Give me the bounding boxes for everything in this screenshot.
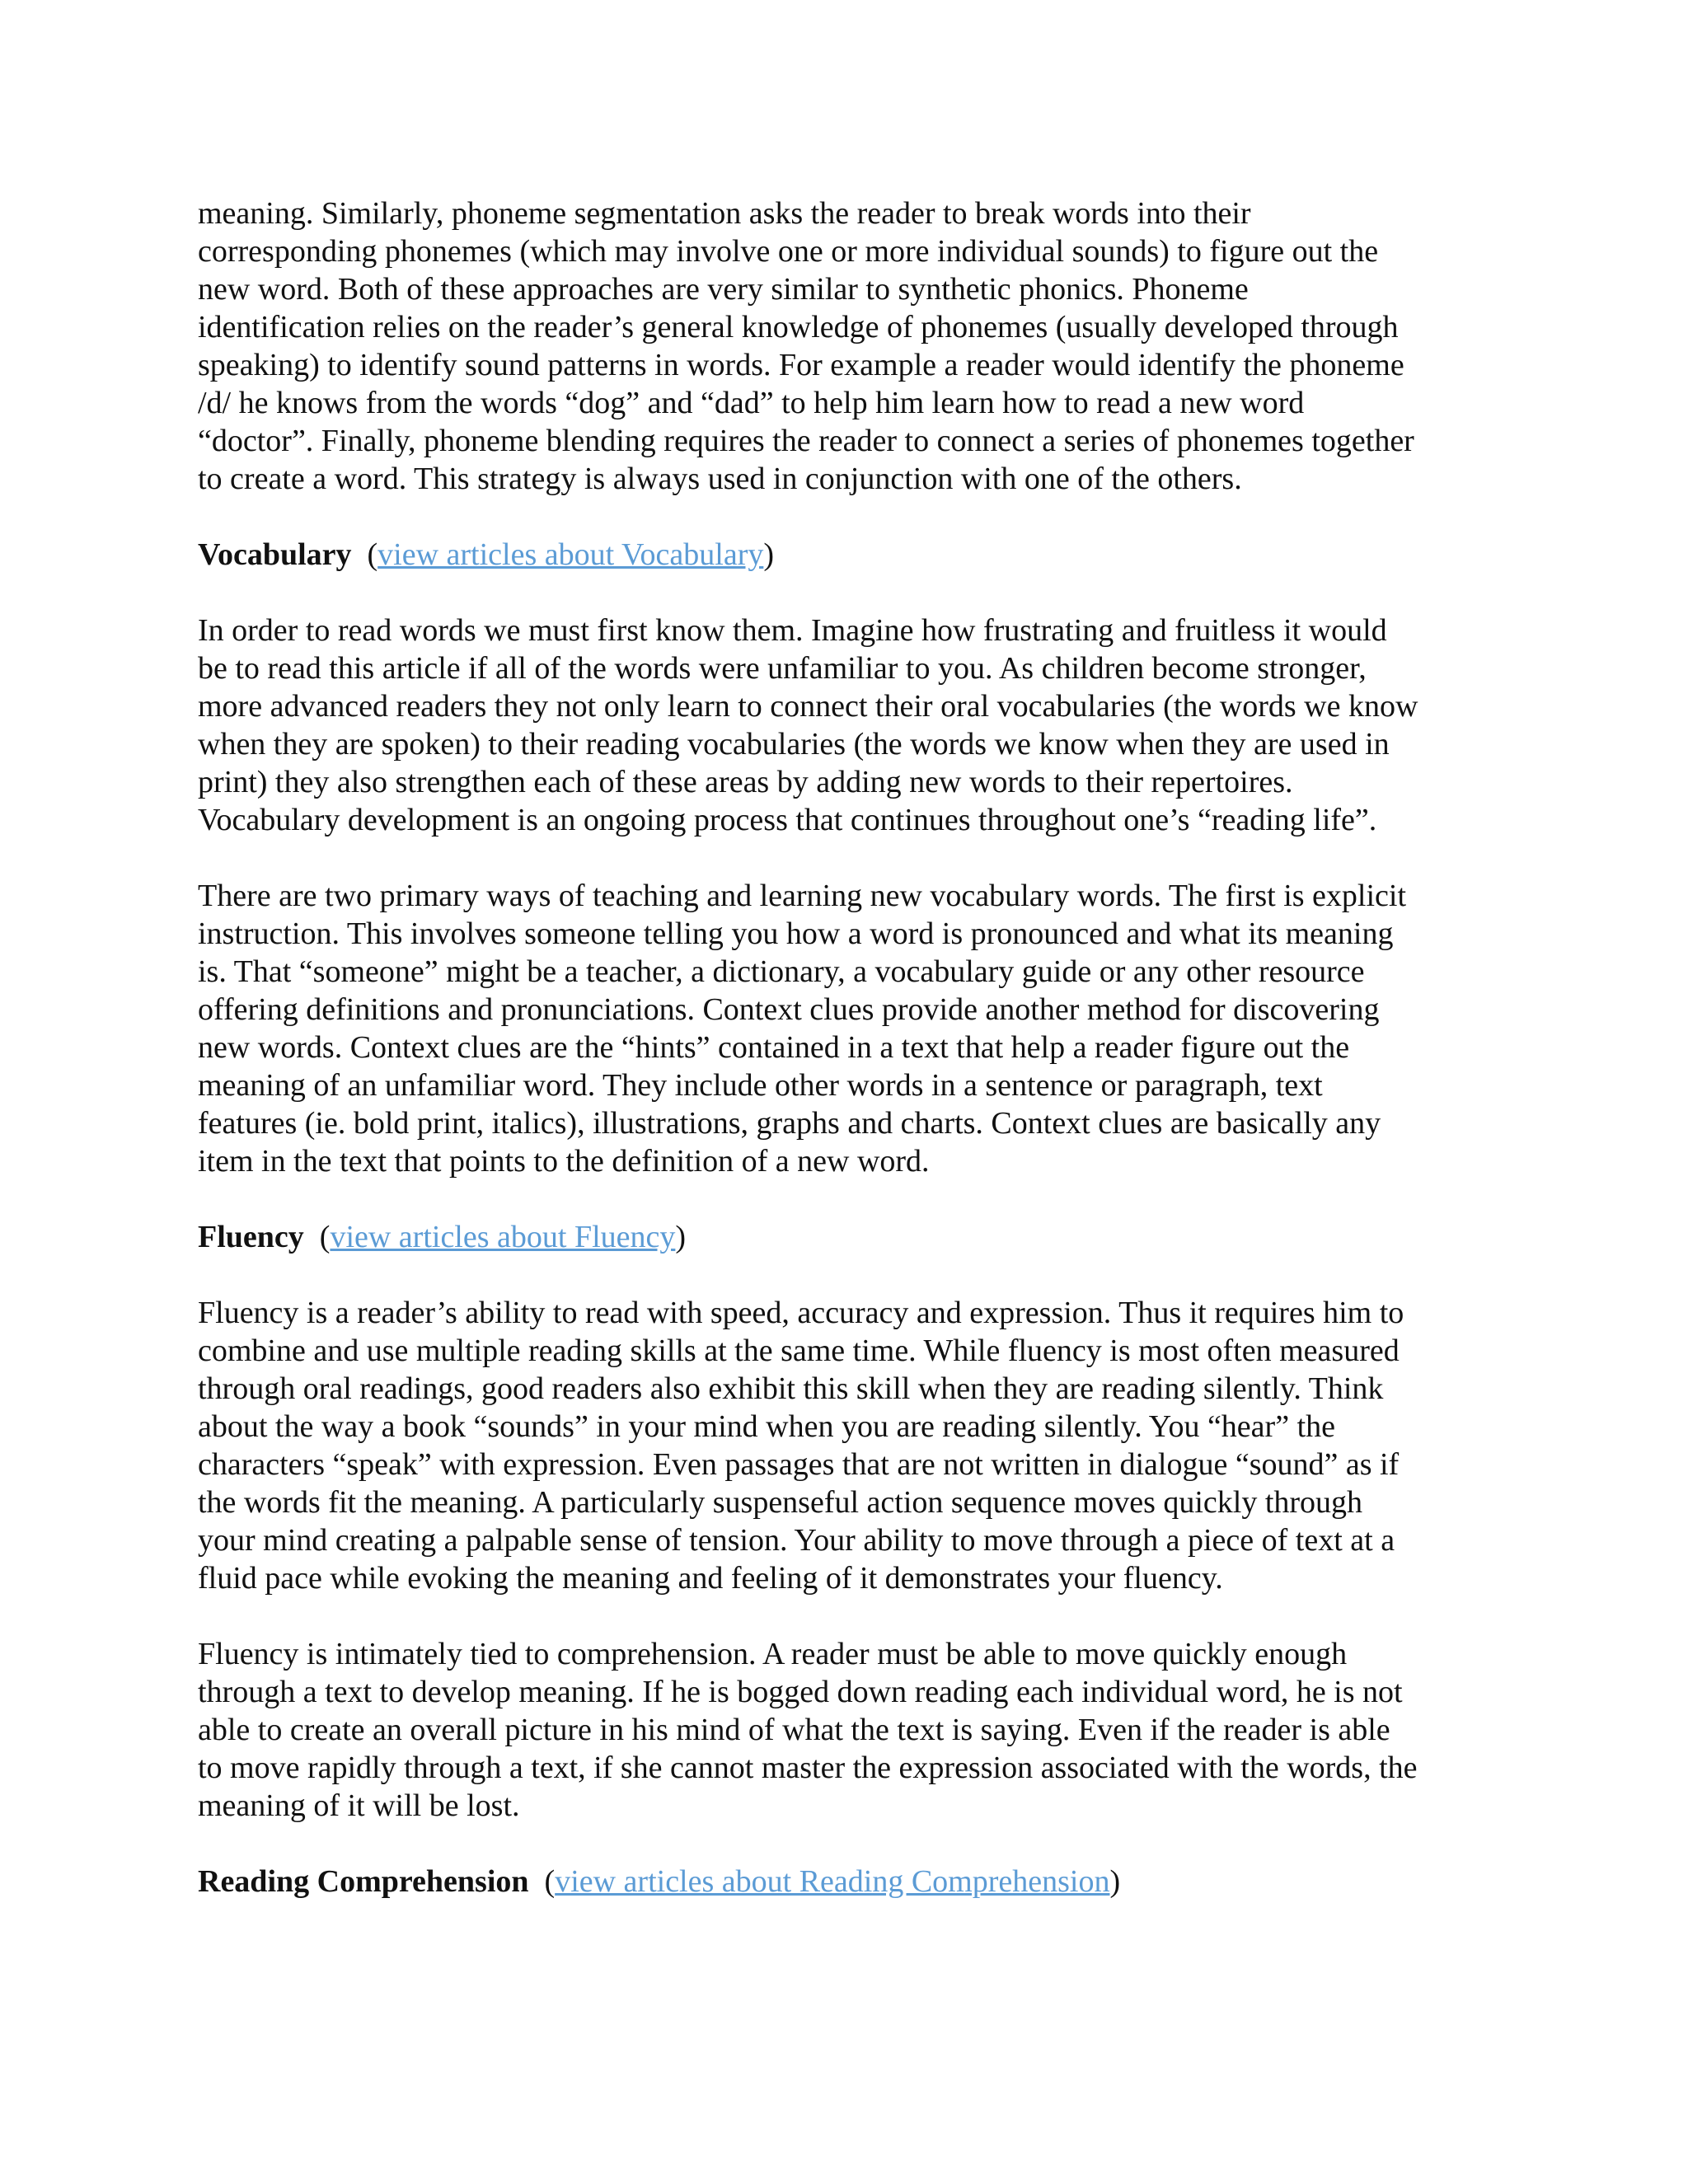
heading-title: Reading Comprehension — [198, 1864, 529, 1899]
close-paren: ) — [675, 1220, 687, 1254]
text-line: “doctor”. Finally, phoneme blending requires the reader to connect a series of phonemes together — [198, 424, 1414, 458]
text-line: new words. Context clues are the “hints” contained in a text that help a reader figure out the — [198, 1030, 1350, 1065]
text-line: combine and use multiple reading skills at the same time. While fluency is most often measured — [198, 1333, 1400, 1368]
text-line: when they are spoken) to their reading vocabularies (the words we know when they are used in — [198, 727, 1390, 762]
text-line: item in the text that points to the definition of a new word. — [198, 1144, 930, 1179]
section-heading-reading-comprehension — [198, 1863, 1484, 1900]
close-paren: ) — [763, 537, 774, 572]
paragraph-fluency-comprehension — [198, 1635, 1484, 1825]
text-line: speaking) to identify sound patterns in words. For example a reader would identify the phoneme — [198, 348, 1404, 382]
text-line: identification relies on the reader’s general knowledge of phonemes (usually developed through — [198, 310, 1399, 344]
paragraph-phonemic-strategies — [198, 194, 1484, 498]
section-heading-vocabulary — [198, 536, 1484, 574]
open-paren: ( — [537, 1864, 556, 1899]
text-line: to move rapidly through a text, if she cannot master the expression associated with the words, the — [198, 1750, 1418, 1785]
text-line: is. That “someone” might be a teacher, a dictionary, a vocabulary guide or any other resource — [198, 954, 1365, 989]
text-line: There are two primary ways of teaching and learning new vocabulary words. The first is explicit — [198, 879, 1407, 913]
text-line: about the way a book “sounds” in your mind when you are reading silently. You “hear” the — [198, 1409, 1335, 1444]
text-line: meaning. Similarly, phoneme segmentation asks the reader to break words into their — [198, 196, 1251, 231]
paragraph-vocabulary-intro — [198, 612, 1484, 839]
text-line: be to read this article if all of the words were unfamiliar to you. As children become stronger, — [198, 651, 1367, 686]
text-line: more advanced readers they not only learn to connect their oral vocabularies (the words we know — [198, 689, 1418, 724]
text-line: instruction. This involves someone telling you how a word is pronounced and what its meaning — [198, 916, 1394, 951]
text-line: Vocabulary development is an ongoing process that continues throughout one’s “reading life”. — [198, 803, 1377, 837]
text-line: features (ie. bold print, italics), illustrations, graphs and charts. Context clues are basically any — [198, 1106, 1381, 1141]
document-page — [198, 194, 1484, 1938]
text-line: the words fit the meaning. A particularly suspenseful action sequence moves quickly through — [198, 1485, 1363, 1520]
text-line: Fluency is a reader’s ability to read with speed, accuracy and expression. Thus it requires him to — [198, 1296, 1404, 1330]
text-line: to create a word. This strategy is always used in conjunction with one of the others. — [198, 462, 1242, 496]
heading-title: Vocabulary — [198, 537, 352, 572]
paragraph-fluency-definition — [198, 1294, 1484, 1597]
text-line: meaning of an unfamiliar word. They include other words in a sentence or paragraph, text — [198, 1068, 1323, 1103]
heading-title: Fluency — [198, 1220, 304, 1254]
open-paren: ( — [312, 1220, 331, 1254]
close-paren: ) — [1109, 1864, 1121, 1899]
text-line: your mind creating a palpable sense of tension. Your ability to move through a piece of text at a — [198, 1523, 1395, 1558]
text-line: meaning of it will be lost. — [198, 1788, 520, 1823]
fluency-articles-link[interactable]: view articles about Fluency — [330, 1220, 676, 1254]
paragraph-vocabulary-teaching — [198, 877, 1484, 1180]
vocabulary-articles-link[interactable]: view articles about Vocabulary — [377, 537, 764, 572]
text-line: /d/ he knows from the words “dog” and “dad” to help him learn how to read a new word — [198, 386, 1305, 420]
open-paren: ( — [359, 537, 378, 572]
text-line: through a text to develop meaning. If he is bogged down reading each individual word, he is not — [198, 1675, 1403, 1709]
text-line: corresponding phonemes (which may involve one or more individual sounds) to figure out the — [198, 234, 1379, 269]
section-heading-fluency — [198, 1218, 1484, 1256]
reading-comprehension-articles-link[interactable]: view articles about Reading Comprehension — [555, 1864, 1110, 1899]
text-line: through oral readings, good readers also exhibit this skill when they are reading silently. Think — [198, 1371, 1384, 1406]
text-line: characters “speak” with expression. Even passages that are not written in dialogue “sound” as if — [198, 1447, 1400, 1482]
text-line: fluid pace while evoking the meaning and feeling of it demonstrates your fluency. — [198, 1561, 1223, 1596]
text-line: In order to read words we must first know them. Imagine how frustrating and fruitless it would — [198, 613, 1387, 648]
text-line: Fluency is intimately tied to comprehension. A reader must be able to move quickly enough — [198, 1637, 1348, 1671]
text-line: print) they also strengthen each of these areas by adding new words to their repertoires. — [198, 765, 1293, 799]
text-line: new word. Both of these approaches are very similar to synthetic phonics. Phoneme — [198, 272, 1249, 307]
text-line: able to create an overall picture in his mind of what the text is saying. Even if the reader is able — [198, 1713, 1390, 1747]
text-line: offering definitions and pronunciations. Context clues provide another method for discovering — [198, 992, 1380, 1027]
